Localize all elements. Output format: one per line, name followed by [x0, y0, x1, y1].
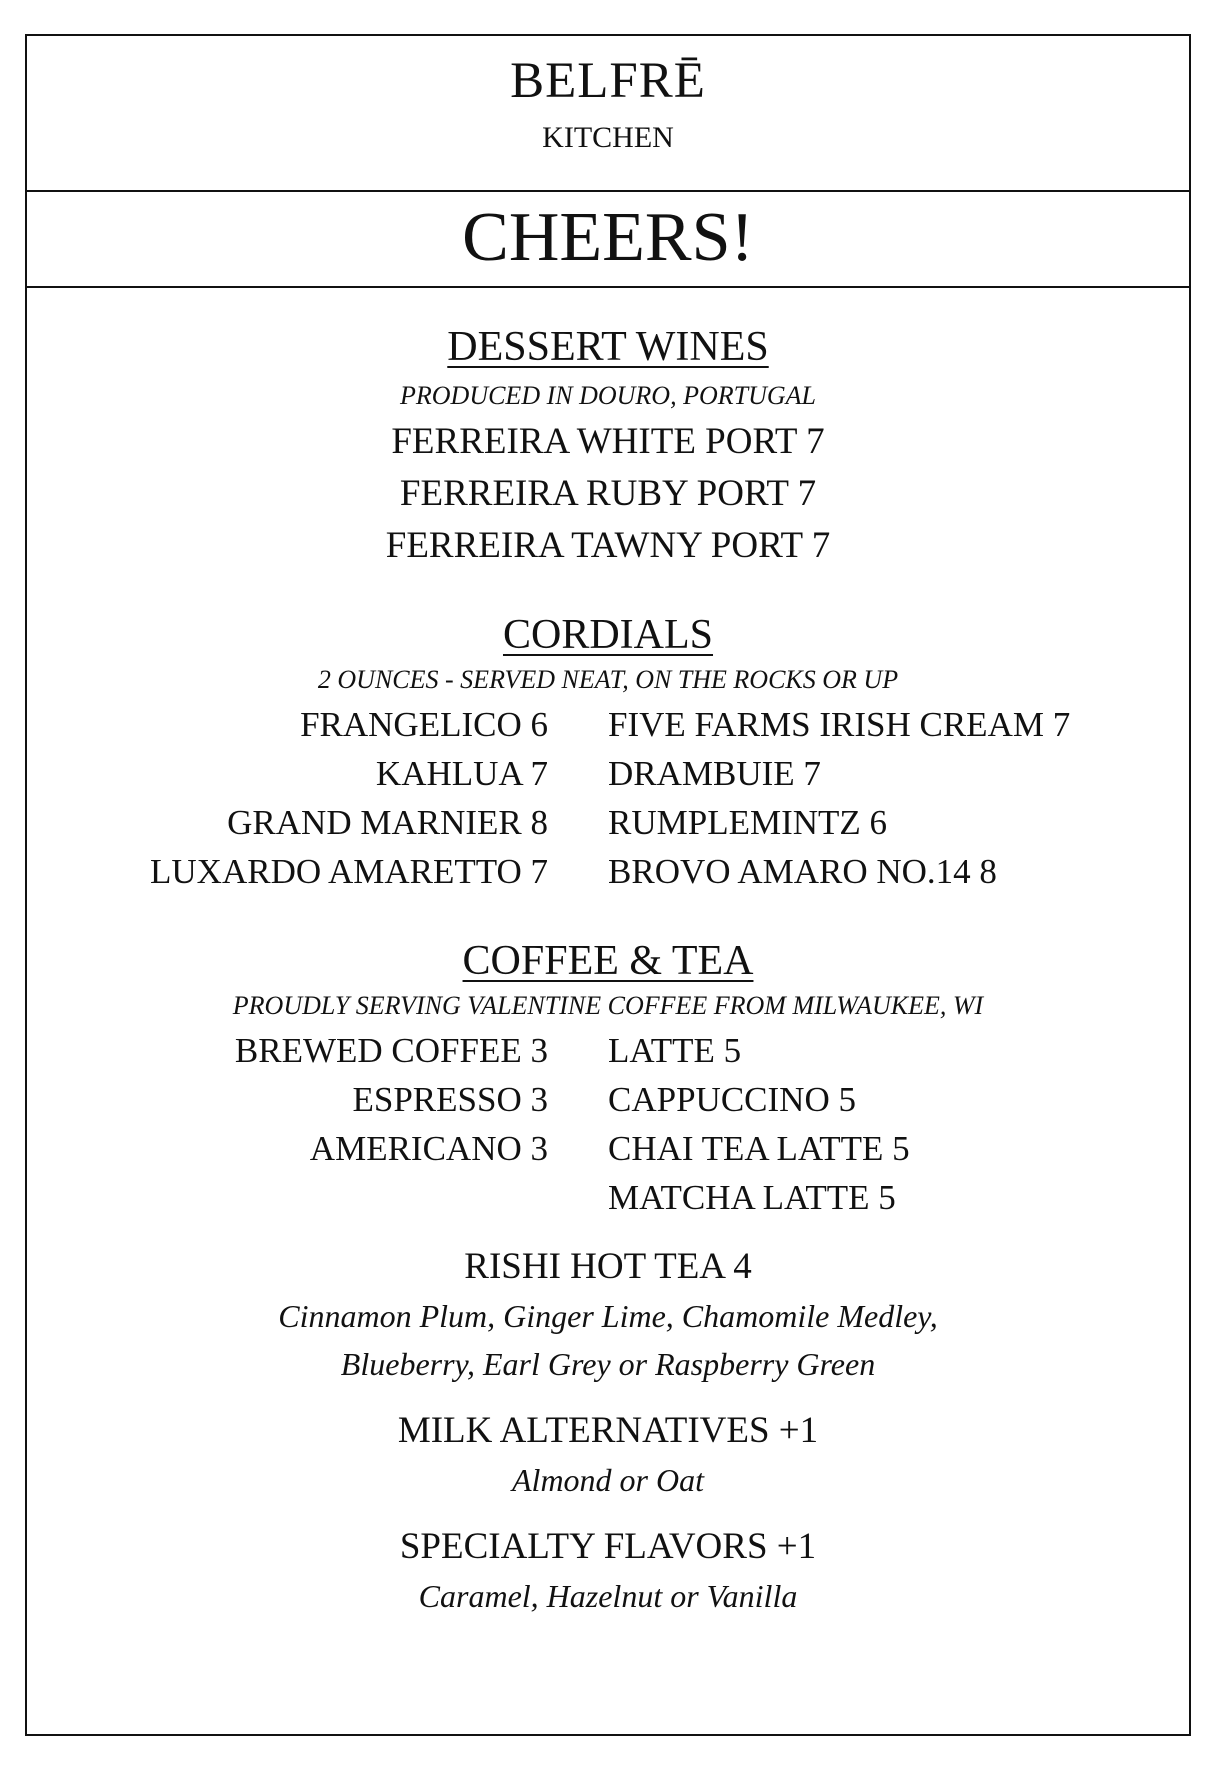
specialty-flavors-desc: Caramel, Hazelnut or Vanilla — [418, 1578, 798, 1614]
menu-item: BREWED COFFEE 3 — [234, 1031, 548, 1070]
coffee-columns — [27, 1026, 1189, 1222]
hot-tea-title: RISHI HOT TEA 4 — [464, 1246, 752, 1287]
section-note-dessert-wines: PRODUCED IN DOURO, PORTUGAL — [400, 381, 816, 410]
milk-alternatives-desc: Almond or Oat — [512, 1462, 704, 1498]
cordials-left-column — [53, 700, 608, 896]
menu-item: FRANGELICO 6 — [300, 705, 548, 744]
hot-tea-flavors-line-1: Cinnamon Plum, Ginger Lime, Chamomile Medley, — [278, 1298, 938, 1334]
brand-subtitle: KITCHEN — [542, 121, 674, 154]
section-title-coffee-tea: COFFEE & TEA — [462, 938, 754, 984]
specialty-flavors-title: SPECIALTY FLAVORS +1 — [399, 1526, 817, 1567]
section-note-cordials: 2 OUNCES - SERVED NEAT, ON THE ROCKS OR UP — [317, 665, 899, 694]
menu-item: RUMPLEMINTZ 6 — [608, 803, 888, 842]
menu-item: LUXARDO AMARETTO 7 — [150, 852, 548, 891]
menu-item: FERREIRA TAWNY PORT 7 — [385, 525, 831, 566]
section-note-coffee-tea: PROUDLY SERVING VALENTINE COFFEE FROM MILWAUKEE, WI — [232, 991, 984, 1020]
cordials-right-column — [608, 700, 1163, 896]
menu-item: FERREIRA WHITE PORT 7 — [391, 421, 825, 462]
menu-content — [27, 288, 1189, 1620]
coffee-left-column — [53, 1026, 608, 1222]
menu-item: FIVE FARMS IRISH CREAM 7 — [608, 705, 1071, 744]
cordials-columns — [27, 700, 1189, 896]
brand-name: BELFRĒ — [510, 53, 706, 109]
menu-item: AMERICANO 3 — [309, 1129, 548, 1168]
menu-item: MATCHA LATTE 5 — [608, 1178, 896, 1217]
section-title-dessert-wines: DESSERT WINES — [447, 324, 769, 370]
menu-item: ESPRESSO 3 — [352, 1080, 548, 1119]
menu-header — [27, 36, 1189, 192]
menu-item: CHAI TEA LATTE 5 — [608, 1129, 910, 1168]
menu-item: DRAMBUIE 7 — [608, 754, 821, 793]
menu-item: LATTE 5 — [608, 1031, 742, 1070]
menu-frame — [25, 34, 1191, 1736]
menu-item: KAHLUA 7 — [375, 754, 548, 793]
menu-item: BROVO AMARO NO.14 8 — [608, 852, 997, 891]
hot-tea-flavors-line-2: Blueberry, Earl Grey or Raspberry Green — [340, 1346, 876, 1382]
menu-item: GRAND MARNIER 8 — [227, 803, 548, 842]
menu-item: CAPPUCCINO 5 — [608, 1080, 856, 1119]
coffee-right-column — [608, 1026, 1163, 1222]
cheers-banner: CHEERS! — [27, 192, 1189, 288]
milk-alternatives-title: MILK ALTERNATIVES +1 — [397, 1410, 819, 1451]
section-title-cordials: CORDIALS — [502, 612, 714, 658]
menu-item: FERREIRA RUBY PORT 7 — [399, 473, 817, 514]
